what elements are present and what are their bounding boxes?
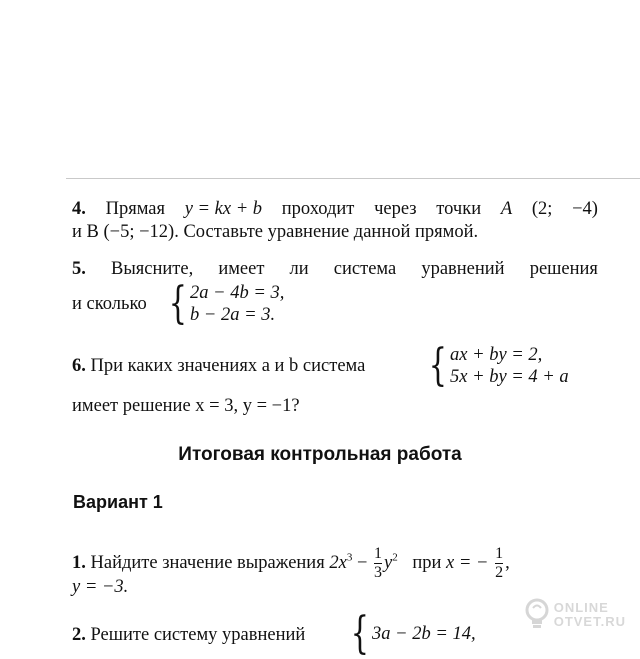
system-equation-2: b − 2a = 3. [190,305,276,325]
coord: (2; [531,199,553,219]
lightbulb-icon [524,598,550,632]
watermark-line-2: OTVET.RU [553,614,626,629]
fraction-denominator: 2 [495,564,504,581]
problem-5-system [166,278,285,329]
watermark [524,598,626,632]
fraction-denominator: 3 [374,564,383,581]
task-2-number: 2. [72,625,86,645]
point-label: A [500,199,513,219]
problem-5-prefix: и сколько [72,294,147,314]
problem-6-line-2: имеет решение x = 3, y = −1? [72,396,300,416]
brace-icon: { [168,278,187,329]
variable-value: x = − [446,552,489,573]
task-2-system [348,608,476,659]
word: Выясните, [110,259,194,279]
word: решения [529,259,598,279]
word: уравнений [421,259,505,279]
problem-5-number: 5. [72,259,86,279]
word: точки [436,199,482,219]
system-equation-1: ax + by = 2, [450,345,543,365]
fraction-numerator: 1 [374,545,383,562]
task-1-text: Найдите значение выражения [90,552,325,573]
watermark-line-1: ONLINE [553,600,609,615]
operator: − [356,552,368,573]
exponent: 2 [392,551,398,564]
system-equation-1: 2a − 4b = 3, [190,283,285,303]
problem-6-number: 6. [72,356,86,376]
word: имеет [218,259,265,279]
word: система [333,259,397,279]
brace-icon: { [428,340,447,391]
word: через [374,199,417,219]
task-2-text: Решите систему уравнений [90,625,306,645]
system-equation-1: 3a − 2b = 14, [372,624,476,644]
fraction-numerator: 1 [495,545,504,562]
task-1-line-2: y = −3. [72,577,129,597]
word: проходит [281,199,355,219]
problem-4-line-1 [72,198,598,220]
problem-6-system [426,340,569,391]
task-2-line-1 [72,624,598,646]
equation: y = kx + b [184,199,263,219]
variant-title: Вариант 1 [73,492,163,512]
system-equation-2: 5x + by = 4 + a [450,367,569,387]
expression-term: y [384,552,393,573]
problem-6-text: При каких значениях a и b система [90,356,366,376]
task-1-number: 1. [72,552,86,573]
coord: −4) [572,199,598,219]
page-divider [66,178,640,179]
problem-5-line-1 [72,258,598,280]
problem-4-line-2: и B (−5; −12). Составьте уравнение данной прямой. [72,222,479,242]
problem-4-number: 4. [72,199,86,219]
word: при [412,552,442,573]
blank-area [0,0,640,178]
expression-term: 2x [329,552,347,573]
punctuation: , [505,552,510,573]
word: ли [289,259,309,279]
section-heading: Итоговая контрольная работа [178,444,462,465]
brace-icon: { [350,608,369,659]
exponent: 3 [346,551,353,564]
word: Прямая [105,199,165,219]
